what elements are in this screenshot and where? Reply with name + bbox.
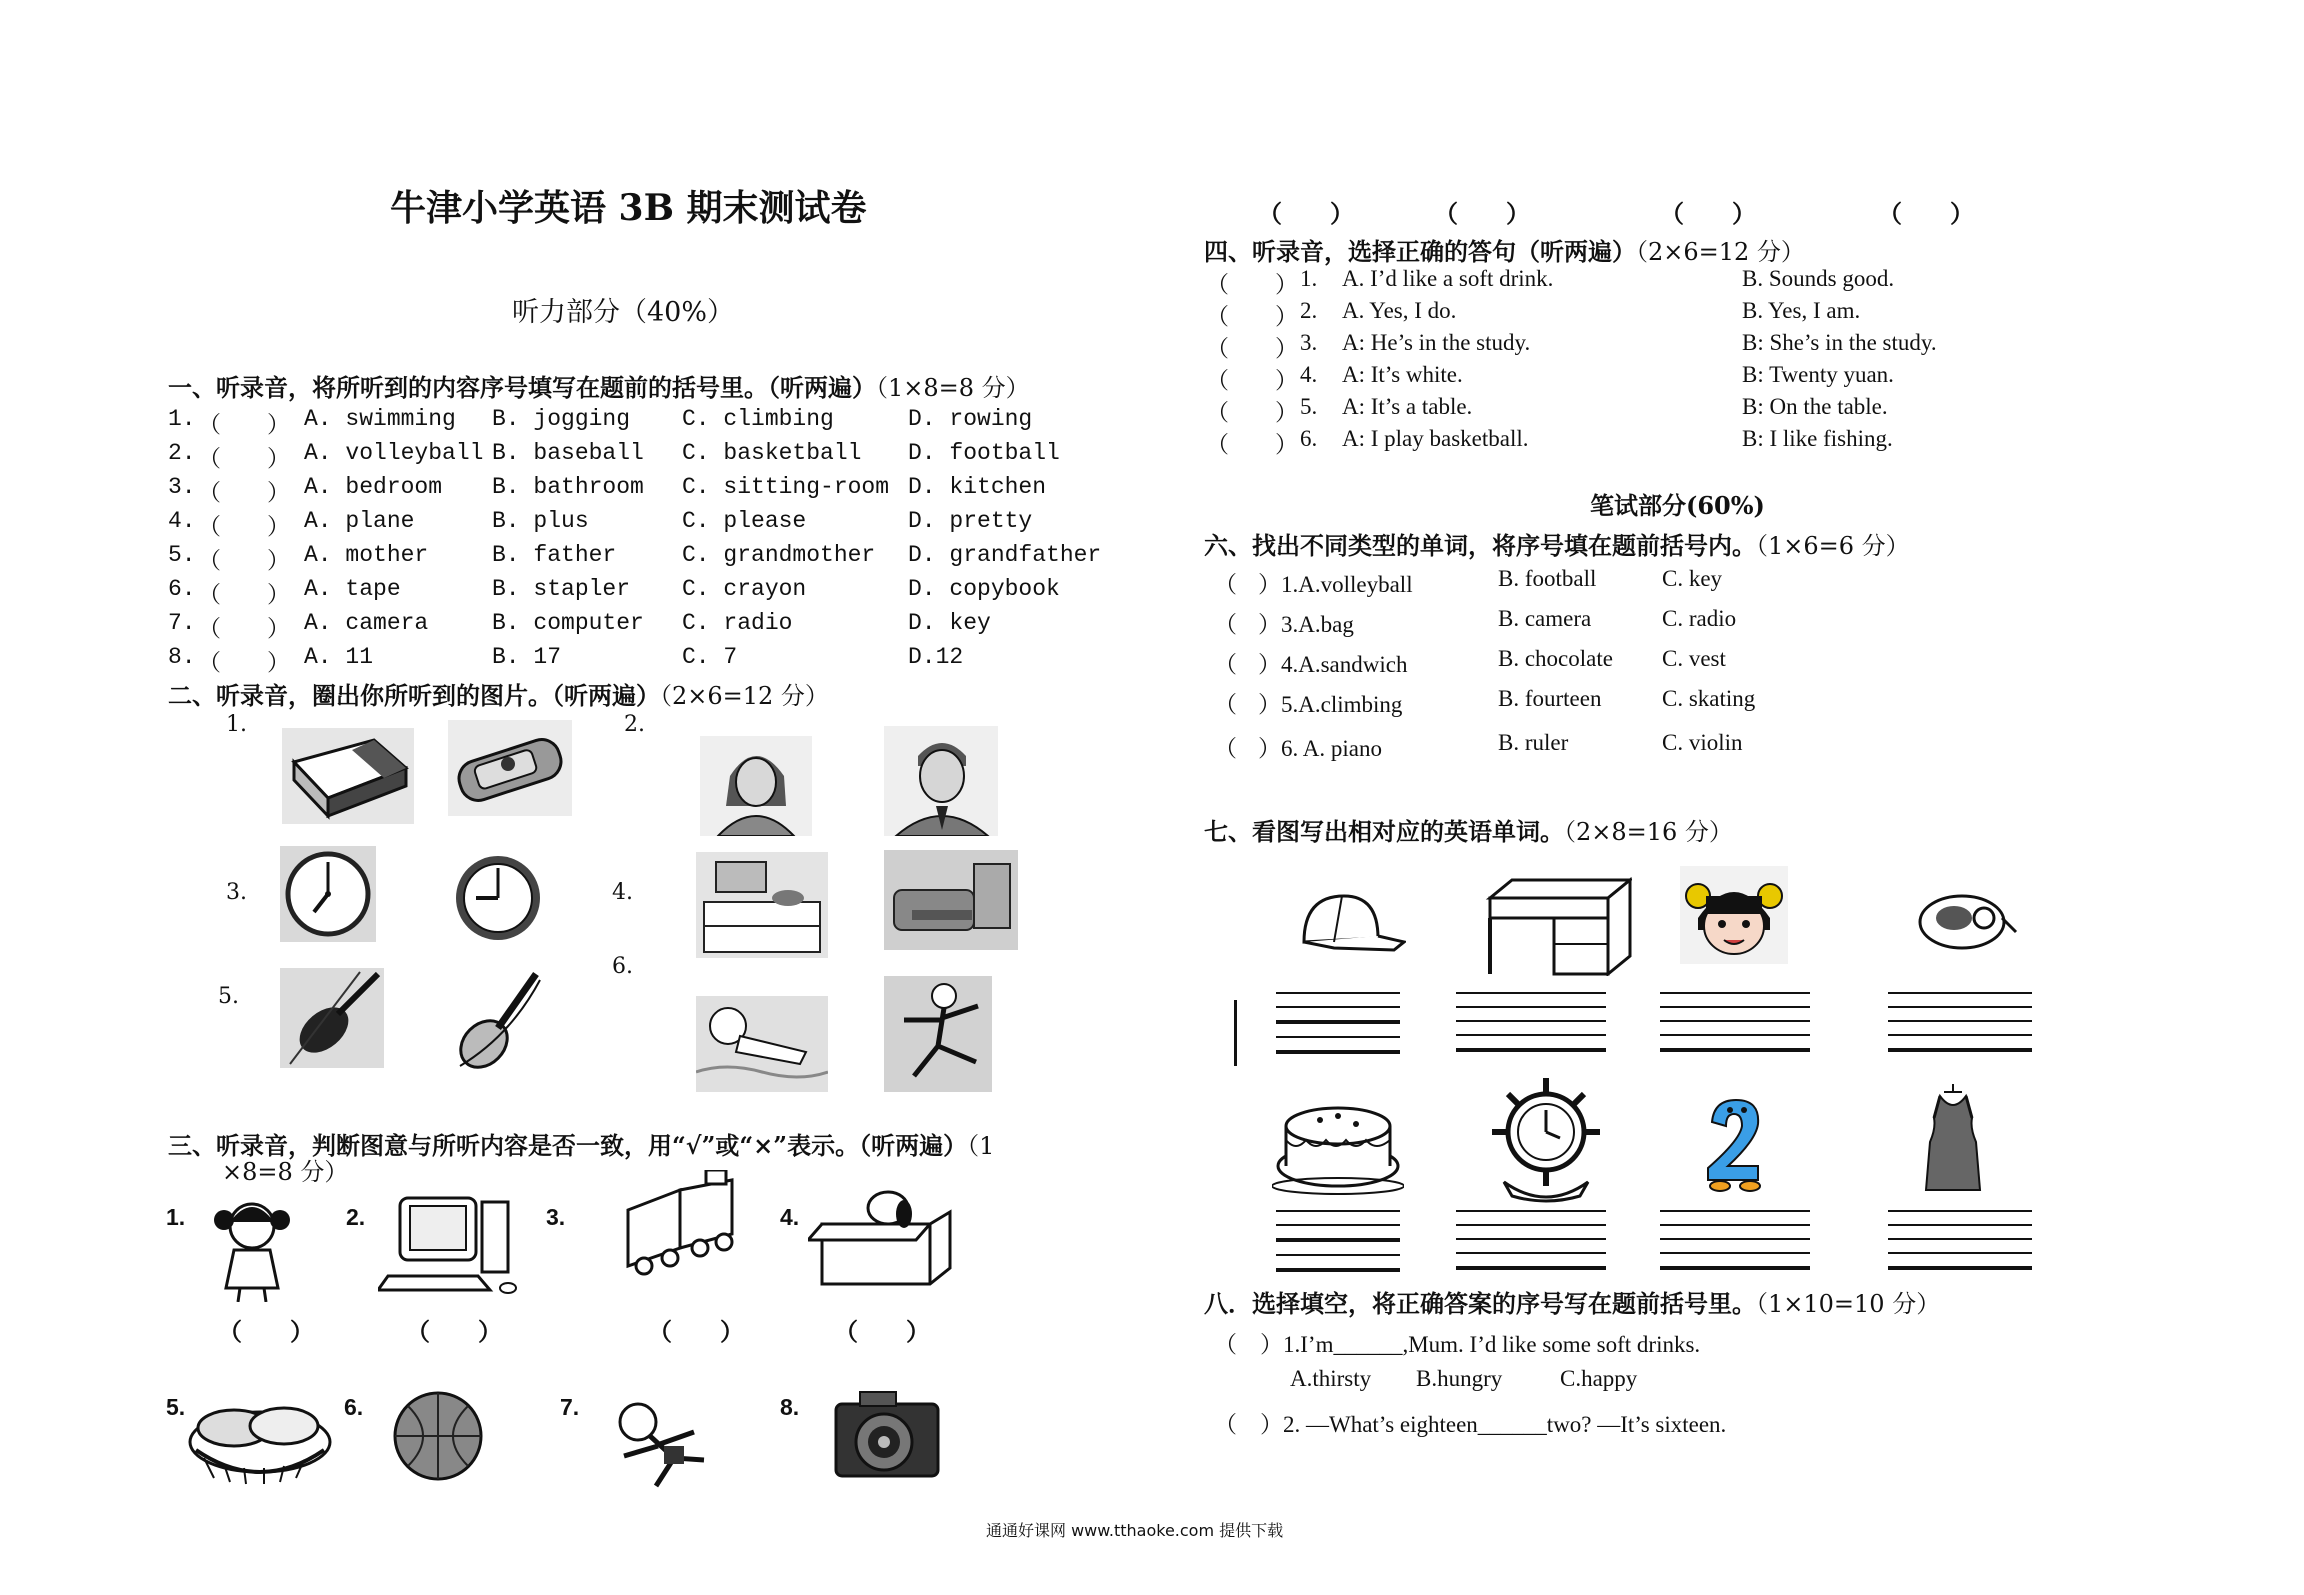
- clock-wheel-picture: [1480, 1072, 1612, 1206]
- s1-option-c: C. crayon: [682, 576, 807, 602]
- s4-option-b: B: She’s in the study.: [1742, 330, 1937, 355]
- s6-question-row: [1214, 730, 1814, 760]
- s8-q1-paren[interactable]: （: [1214, 1332, 1237, 1357]
- s1-option-b: B. 17: [492, 644, 562, 670]
- footer: 通通好课网 www.tthaoke.com 提供下载: [986, 1521, 1284, 1540]
- answer-lines-face[interactable]: [1660, 992, 1810, 1064]
- s2-answer-3[interactable]: （ ）: [1660, 199, 1756, 228]
- s1-option-d: D. rowing: [908, 406, 1033, 432]
- s6-answer-paren[interactable]: （: [1214, 692, 1237, 717]
- camera-picture: [830, 1386, 944, 1482]
- running-boy-picture: [604, 1400, 722, 1492]
- s1-option-d: D. grandfather: [908, 542, 1102, 568]
- s6-answer-paren[interactable]: （: [1214, 572, 1237, 597]
- pencil-box-picture: [448, 720, 572, 816]
- s6-option-b: B. ruler: [1498, 730, 1569, 755]
- answer-lines-vest[interactable]: [1888, 1210, 2032, 1282]
- s1-answer-paren[interactable]: （ ）: [198, 617, 290, 643]
- s1-option-d: D. pretty: [908, 508, 1033, 534]
- computer-picture: [378, 1192, 520, 1298]
- clock-picture-2: [452, 852, 544, 944]
- s6-answer-paren[interactable]: （: [1214, 736, 1237, 761]
- s8-q1-option-b: B.hungry: [1416, 1366, 1503, 1391]
- s1-option-a: A. swimming: [304, 406, 456, 432]
- s1-question-row: [168, 576, 1118, 609]
- s1-option-c: C. basketball: [682, 440, 862, 466]
- s1-option-a: A. mother: [304, 542, 429, 568]
- section-1-score: （1×8=8 分）: [876, 374, 1030, 402]
- s1-option-b: B. stapler: [492, 576, 631, 602]
- s6-option-c: C. key: [1662, 566, 1723, 591]
- s4-answer-paren[interactable]: （ ）: [1206, 336, 1298, 361]
- cake-picture: [1272, 1096, 1404, 1196]
- s4-answer-paren[interactable]: （ ）: [1206, 304, 1298, 329]
- s3-label-2: 2.: [346, 1204, 366, 1230]
- s3-answer-3[interactable]: （ ）: [648, 1317, 744, 1346]
- s3-label-5: 5.: [166, 1394, 186, 1420]
- s6-question-row: [1214, 606, 1814, 636]
- swimming-boy-picture: [696, 996, 828, 1092]
- s1-option-d: D. copybook: [908, 576, 1060, 602]
- written-header: 笔试部分(60%): [1590, 491, 1765, 520]
- answer-lines-clock[interactable]: [1456, 1210, 1606, 1282]
- section-2-heading: [168, 676, 829, 711]
- s8-q1-text: ）1.I’m______,Mum. I’d like some soft drinks.: [1260, 1332, 1701, 1357]
- dog-in-box-picture: [808, 1188, 964, 1290]
- s6-option-c: C. skating: [1662, 686, 1756, 711]
- s4-question-row: [1206, 298, 2006, 328]
- section-7-heading: [1204, 812, 1733, 847]
- s4-option-b: B. Yes, I am.: [1742, 298, 1861, 323]
- s1-option-a: A. camera: [304, 610, 429, 636]
- s1-answer-paren[interactable]: （ ）: [198, 447, 290, 473]
- s1-question-row: [168, 542, 1118, 575]
- section-6-heading: [1204, 526, 1910, 561]
- s6-option-b: B. fourteen: [1498, 686, 1602, 711]
- s4-answer-paren[interactable]: （ ）: [1206, 400, 1298, 425]
- s1-question-number: 4.: [168, 508, 196, 534]
- s1-option-a: A. tape: [304, 576, 401, 602]
- s1-question-number: 7.: [168, 610, 196, 636]
- s1-option-b: B. baseball: [492, 440, 644, 466]
- girl-face-picture: [1680, 866, 1788, 964]
- basketball-picture: [392, 1390, 484, 1482]
- margin-vertical-line: [1234, 1000, 1237, 1066]
- s1-question-number: 8.: [168, 644, 196, 670]
- s4-answer-paren[interactable]: （ ）: [1206, 432, 1298, 457]
- bread-basket-picture: [184, 1398, 336, 1486]
- s2-label-5: 5.: [218, 984, 239, 1009]
- s1-option-c: C. please: [682, 508, 807, 534]
- sitting-room-picture: [884, 850, 1018, 950]
- s2-answer-4[interactable]: （ ）: [1878, 199, 1974, 228]
- s6-option-b: B. camera: [1498, 606, 1592, 631]
- s1-question-row: [168, 610, 1118, 643]
- answer-lines-two[interactable]: [1660, 1210, 1810, 1282]
- s8-q2-paren[interactable]: （: [1214, 1412, 1237, 1437]
- listening-header: 听力部分（40%）: [512, 297, 735, 328]
- s4-question-number: 1.: [1300, 266, 1318, 291]
- s1-question-row: [168, 440, 1118, 473]
- s4-question-number: 3.: [1300, 330, 1318, 355]
- s1-option-b: B. bathroom: [492, 474, 644, 500]
- s1-answer-paren[interactable]: （ ）: [198, 651, 290, 677]
- s1-option-b: B. father: [492, 542, 617, 568]
- s2-label-1: 1.: [226, 712, 247, 737]
- s4-option-a: A: It’s white.: [1342, 362, 1463, 387]
- s4-answer-paren[interactable]: （ ）: [1206, 272, 1298, 297]
- answer-lines-cake[interactable]: [1276, 1210, 1400, 1284]
- s8-q2-text: ）2. —What’s eighteen______two? —It’s sixteen.: [1260, 1412, 1727, 1437]
- section-3-score-end: ×8=8 分）: [222, 1158, 349, 1186]
- s4-option-b: B. Sounds good.: [1742, 266, 1895, 291]
- s6-option-c: C. violin: [1662, 730, 1743, 755]
- clock-picture-1: [280, 846, 376, 942]
- s3-label-8: 8.: [780, 1394, 800, 1420]
- s1-question-number: 3.: [168, 474, 196, 500]
- s1-question-number: 6.: [168, 576, 196, 602]
- s3-label-4: 4.: [780, 1204, 800, 1230]
- number-two-picture: [1700, 1096, 1770, 1192]
- s2-label-2: 2.: [624, 712, 645, 737]
- section-3-title: 三、听录音，判断图意与所听内容是否一致，用“√”或“×”表示。（听两遍）: [168, 1131, 968, 1160]
- s1-option-d: D. kitchen: [908, 474, 1047, 500]
- s6-option-a: ）5.A.climbing: [1258, 692, 1403, 717]
- s1-option-a: A. plane: [304, 508, 415, 534]
- man-picture: [884, 726, 998, 836]
- s3-label-7: 7.: [560, 1394, 580, 1420]
- section-4-heading: [1204, 232, 1805, 267]
- s6-question-row: [1214, 686, 1814, 716]
- s4-question-row: [1206, 266, 2006, 296]
- s1-option-c: C. grandmother: [682, 542, 876, 568]
- s6-question-row: [1214, 566, 1814, 596]
- section-8-heading: [1204, 1284, 1940, 1319]
- train-picture: [620, 1170, 744, 1278]
- s6-option-b: B. chocolate: [1498, 646, 1613, 671]
- s1-option-d: D.12: [908, 644, 964, 670]
- section-7-title: 七、看图写出相对应的英语单词。: [1204, 817, 1564, 846]
- s8-q1-option-c: C.happy: [1560, 1366, 1638, 1391]
- section-1-title: 一、听录音，将所听到的内容序号填写在题前的括号里。（听两遍）: [168, 373, 876, 402]
- s4-question-number: 4.: [1300, 362, 1318, 387]
- s4-answer-paren[interactable]: （ ）: [1206, 368, 1298, 393]
- vest-picture: [1918, 1084, 1988, 1192]
- s4-option-b: B: Twenty yuan.: [1742, 362, 1894, 387]
- s4-option-a: A: I play basketball.: [1342, 426, 1529, 451]
- desk-picture: [1484, 876, 1632, 976]
- section-6-score: （1×6=6 分）: [1756, 532, 1910, 560]
- s1-option-d: D. football: [908, 440, 1060, 466]
- section-3-score-start: （1: [967, 1132, 995, 1160]
- s2-label-3: 3.: [226, 880, 247, 905]
- s6-question-row: [1214, 646, 1814, 676]
- s1-question-number: 2.: [168, 440, 196, 466]
- section-4-score: （2×6=12 分）: [1636, 238, 1805, 266]
- section-8-title: 八．选择填空，将正确答案的序号写在题前括号里。: [1204, 1289, 1756, 1318]
- s4-question-number: 5.: [1300, 394, 1318, 419]
- s4-question-row: [1206, 362, 2006, 392]
- s4-question-row: [1206, 394, 2006, 424]
- s3-answer-4[interactable]: （ ）: [834, 1317, 930, 1346]
- s4-option-a: A. I’d like a soft drink.: [1342, 266, 1554, 291]
- s8-q1-option-a: A.thirsty: [1290, 1366, 1372, 1391]
- s4-option-a: A. Yes, I do.: [1342, 298, 1457, 323]
- s6-option-a: ）1.A.volleyball: [1258, 572, 1413, 597]
- s6-option-c: C. vest: [1662, 646, 1726, 671]
- section-8-score: （1×10=10 分）: [1756, 1290, 1941, 1318]
- s6-option-a: ）6. A. piano: [1258, 736, 1382, 761]
- s3-answer-1[interactable]: （ ）: [218, 1317, 314, 1346]
- violin-picture: [280, 968, 384, 1068]
- section-4-title: 四、听录音，选择正确的答句（听两遍）: [1204, 237, 1636, 266]
- s4-question-number: 6.: [1300, 426, 1318, 451]
- s2-label-4: 4.: [612, 880, 633, 905]
- s1-option-b: B. plus: [492, 508, 589, 534]
- s3-label-3: 3.: [546, 1204, 566, 1230]
- section-7-score: （2×8=16 分）: [1564, 818, 1733, 846]
- s1-option-a: A. volleyball: [304, 440, 484, 466]
- s6-answer-paren[interactable]: （: [1214, 652, 1237, 677]
- s1-option-c: C. climbing: [682, 406, 834, 432]
- s1-question-number: 5.: [168, 542, 196, 568]
- section-6-title: 六、找出不同类型的单词，将序号填在题前括号内。: [1204, 531, 1756, 560]
- s3-answer-2[interactable]: （ ）: [406, 1317, 502, 1346]
- s1-option-b: B. computer: [492, 610, 644, 636]
- s1-question-row: [168, 644, 1118, 677]
- section-2-score: （2×6=12 分）: [660, 682, 829, 710]
- s1-question-row: [168, 508, 1118, 541]
- answer-lines-purse[interactable]: [1888, 992, 2032, 1064]
- s4-question-row: [1206, 330, 2006, 360]
- s6-option-c: C. radio: [1662, 606, 1737, 631]
- s1-answer-paren[interactable]: （ ）: [198, 549, 290, 575]
- s1-answer-paren[interactable]: （ ）: [198, 515, 290, 541]
- girl-picture: [204, 1192, 300, 1302]
- s1-answer-paren[interactable]: （ ）: [198, 413, 290, 439]
- woman-picture: [700, 736, 812, 836]
- s1-option-c: C. 7: [682, 644, 738, 670]
- answer-lines-cap[interactable]: [1276, 992, 1400, 1066]
- s1-option-a: A. 11: [304, 644, 374, 670]
- guitar-picture: [450, 966, 546, 1074]
- s1-option-c: C. sitting-room: [682, 474, 890, 500]
- s4-question-number: 2.: [1300, 298, 1318, 323]
- s1-option-b: B. jogging: [492, 406, 631, 432]
- kitchen-picture: [696, 852, 828, 958]
- purse-picture: [1914, 888, 2018, 958]
- eraser-picture: [282, 728, 414, 824]
- s6-option-b: B. football: [1498, 566, 1597, 591]
- s1-answer-paren[interactable]: （ ）: [198, 481, 290, 507]
- page-title: 牛津小学英语 3B 期末测试卷: [390, 187, 867, 229]
- skating-picture: [884, 976, 992, 1092]
- s1-question-row: [168, 474, 1118, 507]
- s4-option-a: A: He’s in the study.: [1342, 330, 1531, 355]
- s1-option-c: C. radio: [682, 610, 793, 636]
- s1-option-d: D. key: [908, 610, 991, 636]
- s2-answer-2[interactable]: （ ）: [1434, 199, 1530, 228]
- answer-lines-desk[interactable]: [1456, 992, 1606, 1064]
- cap-picture: [1294, 892, 1406, 962]
- s4-question-row: [1206, 426, 2006, 456]
- s4-option-b: B: I like fishing.: [1742, 426, 1893, 451]
- s2-label-6: 6.: [612, 954, 633, 979]
- s1-option-a: A. bedroom: [304, 474, 443, 500]
- s2-answer-1[interactable]: （ ）: [1258, 199, 1354, 228]
- s4-option-a: A: It’s a table.: [1342, 394, 1473, 419]
- s3-label-6: 6.: [344, 1394, 364, 1420]
- s6-option-a: ）4.A.sandwich: [1258, 652, 1408, 677]
- s1-answer-paren[interactable]: （ ）: [198, 583, 290, 609]
- s3-label-1: 1.: [166, 1204, 186, 1230]
- s6-answer-paren[interactable]: （: [1214, 612, 1237, 637]
- section-3-heading-cont: [222, 1152, 348, 1187]
- s4-option-b: B: On the table.: [1742, 394, 1888, 419]
- section-2-title: 二、听录音，圈出你所听到的图片。（听两遍）: [168, 681, 660, 710]
- section-1-heading: [168, 368, 1030, 403]
- s1-question-number: 1.: [168, 406, 196, 432]
- s1-question-row: [168, 406, 1118, 439]
- s6-option-a: ）3.A.bag: [1258, 612, 1354, 637]
